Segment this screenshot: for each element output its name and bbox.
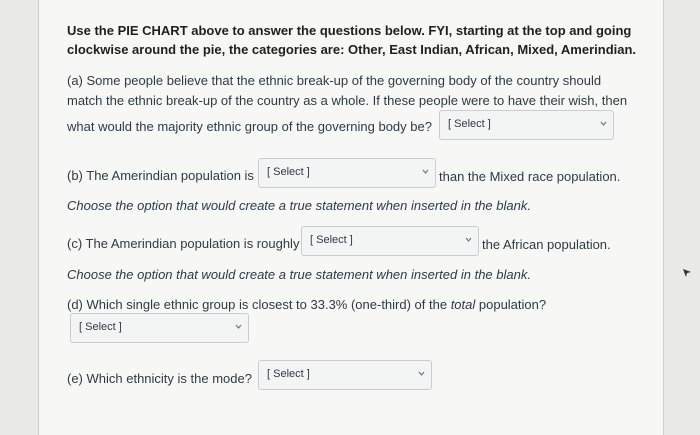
question-a-line-1: (a) Some people believe that the ethnic break-up of the governing body of the country should [67,73,602,88]
mouse-cursor-icon [682,268,692,278]
chevron-down-icon [600,120,607,127]
question-d-select-value: [ Select ] [79,321,122,333]
question-b-select-value: [ Select ] [267,166,310,178]
question-b-suffix: than the Mixed race population. [439,169,621,184]
chevron-down-icon [418,370,425,377]
intro-line-2: clockwise around the pie, the categories are: Other, East Indian, African, Mixed, Amerindian. [67,42,637,57]
question-d-text-start: (d) Which single ethnic group is closest to 33.3% (one-third) of the [67,297,451,312]
chevron-down-icon [465,236,472,243]
question-a-line-2: match the ethnic break-up of the country as a whole. If these people were to have their wish, then [67,93,628,108]
question-e-select[interactable] [258,360,432,390]
intro-line-1: Use the PIE CHART above to answer the questions below. FYI, starting at the top and going [67,23,632,38]
question-c-instruction: Choose the option that would create a true statement when inserted in the blank. [67,267,531,282]
question-c-select[interactable] [301,226,479,256]
question-b-select[interactable] [258,158,436,188]
question-a-line-3: what would the majority ethnic group of the governing body be? [67,119,432,134]
question-d-select[interactable] [70,313,249,343]
question-c-select-value: [ Select ] [310,234,353,246]
question-d-text [67,296,546,313]
question-d-text-end: population? [475,297,547,312]
question-c-suffix: the African population. [482,237,611,252]
chevron-down-icon [235,323,242,330]
question-c-prefix: (c) The Amerindian population is roughly [67,236,300,251]
question-d-emphasis: total [450,297,476,312]
question-a-select[interactable] [439,110,614,140]
question-a-select-value: [ Select ] [448,118,491,130]
question-e-text: (e) Which ethnicity is the mode? [67,371,252,386]
chevron-down-icon [422,168,429,175]
question-b-instruction: Choose the option that would create a true statement when inserted in the blank. [67,198,531,213]
question-e-select-value: [ Select ] [267,368,310,380]
question-b-prefix: (b) The Amerindian population is [67,168,254,183]
